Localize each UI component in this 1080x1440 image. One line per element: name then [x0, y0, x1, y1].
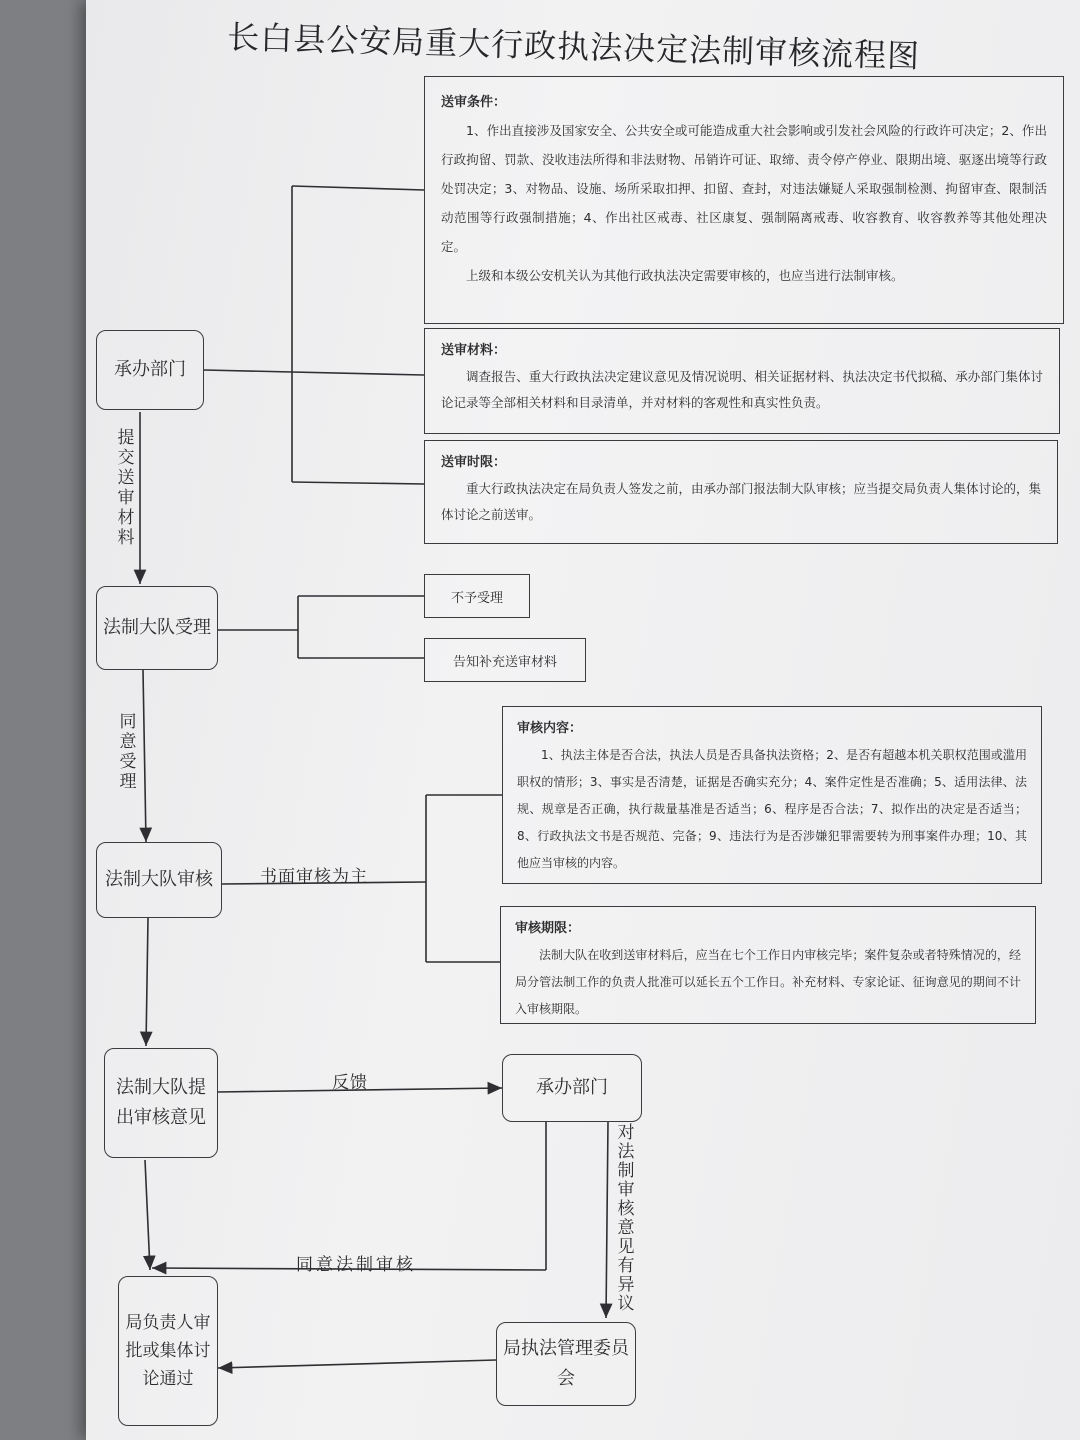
arrow-opinion-leader — [145, 1160, 150, 1270]
node-leader: 局负责人审批或集体讨论通过 — [118, 1276, 218, 1426]
panel-review-period-body: 法制大队在收到送审材料后，应当在七个工作日内审核完毕；案件复杂或者特殊情况的，经局分管法制工作的负责人批准可以延长五个工作日。补充材料、专家论证、征询意见的期间不计入审核期限。 — [515, 948, 1021, 1016]
panel-review-period-heading: 审核期限： — [515, 921, 581, 936]
arrow-objection — [606, 1122, 608, 1318]
arrow-committee-leader — [218, 1360, 496, 1368]
connector-deadline — [292, 482, 424, 484]
panel-deadline — [424, 440, 1058, 544]
label-feedback: 反馈 — [332, 1073, 368, 1093]
panel-materials — [424, 328, 1060, 434]
node-accept: 法制大队受理 — [96, 586, 218, 670]
panel-review-period — [500, 906, 1036, 1024]
label-written-review: 书面审核为主 — [260, 867, 368, 887]
panel-review-content-body: 1、执法主体是否合法，执法人员是否具备执法资格；2、是否有超越本机关职权范围或滥用职权的情形；3、事实是否清楚，证据是否确实充分；4、案件定性是否准确；5、适用法律、法规、规章是否正确，执行裁量基准是否适当；6、程序是否合法；7、拟作出的决定是否适当；8、行政执法文书是否规范、完备；9、违法行为是否涉嫌犯罪需要转为刑事案件办理；10、其他应当审核的内容。 — [517, 748, 1027, 870]
label-submit: 提交送审材料 — [117, 428, 135, 548]
label-agree-accept: 同意受理 — [119, 712, 137, 792]
node-dept: 承办部门 — [96, 330, 204, 410]
arrow-review-opinion — [146, 918, 148, 1046]
connector-dept-materials — [204, 370, 424, 375]
node-review: 法制大队审核 — [96, 842, 222, 918]
panel-conditions — [424, 76, 1064, 324]
panel-materials-body: 调查报告、重大行政执法决定建议意见及情况说明、相关证据材料、执法决定书代拟稿、承办部门集体讨论记录等全部相关材料和目录清单，并对材料的客观性和真实性负责。 — [441, 369, 1043, 410]
panel-materials-heading: 送审材料： — [441, 343, 507, 358]
label-agree-review: 同意法制审核 — [296, 1255, 416, 1275]
node-dept2: 承办部门 — [502, 1054, 642, 1122]
panel-deadline-body: 重大行政执法决定在局负责人签发之前，由承办部门报法制大队审核；应当提交局负责人集体讨论的，集体讨论之前送审。 — [441, 481, 1042, 522]
box-supplement: 告知补充送审材料 — [424, 638, 586, 682]
panel-conditions-para2: 上级和本级公安机关认为其他行政执法决定需要审核的，也应当进行法制审核。 — [466, 268, 904, 283]
page-title: 长白县公安局重大行政执法决定法制审核流程图 — [226, 17, 921, 76]
panel-review-content-heading: 审核内容： — [517, 721, 583, 736]
panel-deadline-heading: 送审时限： — [441, 455, 507, 470]
connector-conditions — [292, 186, 424, 190]
node-opinion: 法制大队提出审核意见 — [104, 1048, 218, 1158]
panel-conditions-heading: 送审条件： — [441, 95, 507, 110]
panel-conditions-para1: 1、作出直接涉及国家安全、公共安全或可能造成重大社会影响或引发社会风险的行政许可决定；2、作出行政拘留、罚款、没收违法所得和非法财物、吊销许可证、取缔、责令停产停业、限期出境、驱逐出境等行政处罚决定；3、对物品、设施、场所采取扣押、扣留、查封，对违法嫌疑人采取强制检测、拘留审查、限制活动范围等行政强制措施；4、作出社区戒毒、社区康复、强制隔离戒毒、收容教育、收容教养等其他处理决定。 — [441, 123, 1047, 254]
panel-review-content — [502, 706, 1042, 884]
label-objection: 对法制审核意见有异议 — [617, 1123, 635, 1314]
arrow-agree-accept — [143, 670, 146, 842]
box-reject: 不予受理 — [424, 574, 530, 618]
node-committee: 局执法管理委员会 — [496, 1322, 636, 1406]
